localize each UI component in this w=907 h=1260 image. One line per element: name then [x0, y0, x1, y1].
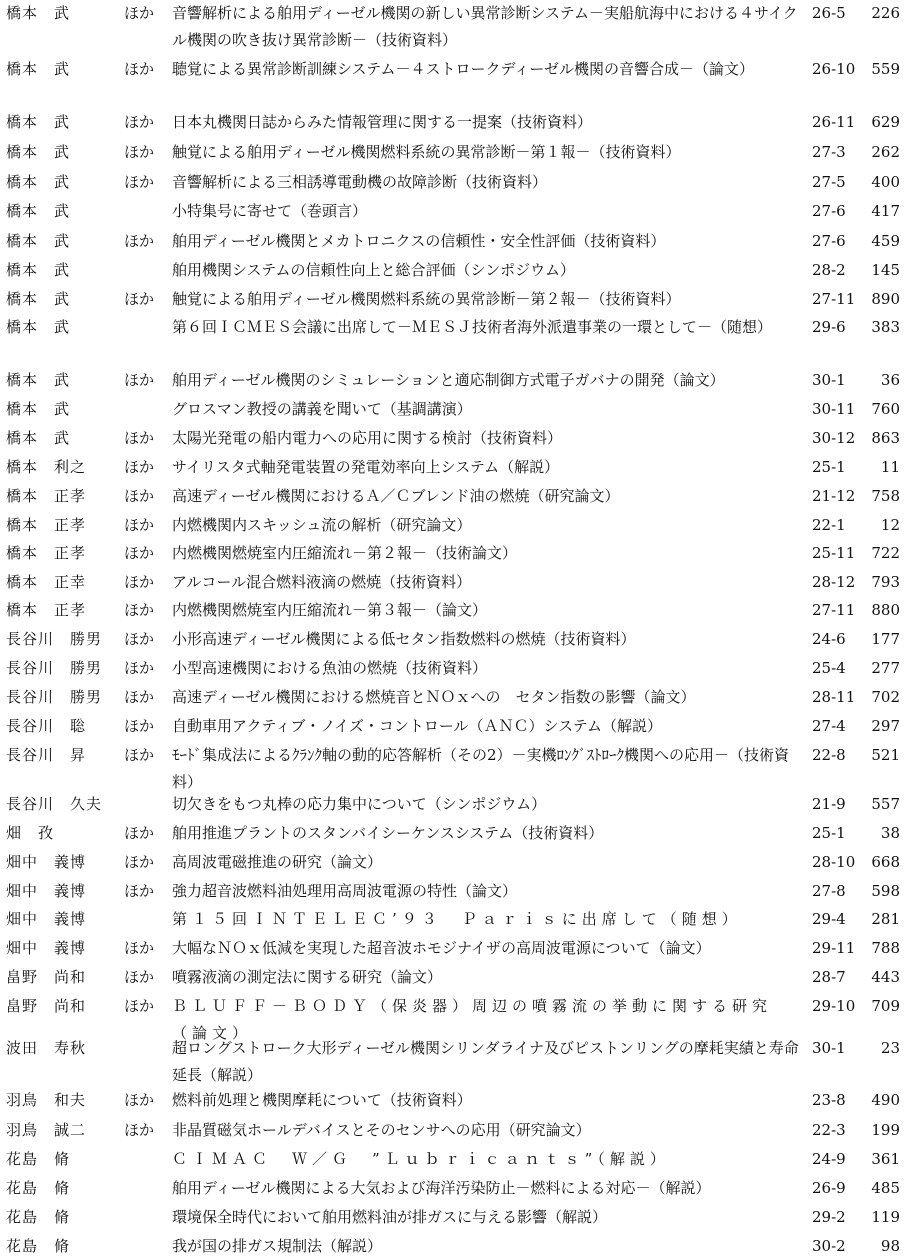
author-name: 畑中 義博 [6, 882, 87, 900]
page-number: 400 [871, 173, 900, 191]
coauthor-marker: ほか [124, 997, 155, 1015]
coauthor-marker: ほか [124, 853, 155, 871]
author-name: 長谷川 勝男 [6, 688, 103, 706]
author-name: 羽鳥 和夫 [6, 1091, 87, 1109]
volume-issue: 27-11 [812, 601, 856, 619]
article-title: ＣＩＭＡＣ Ｗ／Ｇ ”Ｌｕｂｒｉｃａｎｔｓ”（解説） [172, 1150, 670, 1168]
article-title: 大幅なＮＯｘ低減を実現した超音波ホモジナイザの高周波電源について（論文） [172, 939, 711, 957]
coauthor-marker: ほか [124, 143, 155, 161]
page-number: 788 [871, 939, 900, 957]
coauthor-marker: ほか [124, 544, 155, 562]
coauthor-marker: ほか [124, 968, 155, 986]
coauthor-marker: ほか [124, 1091, 155, 1109]
article-title: 舶用ディーゼル機関による大気および海洋汚染防止－燃料による対応－（解説） [172, 1179, 711, 1197]
article-title: 内燃機関内スキッシュ流の解析（研究論文） [172, 516, 472, 534]
volume-issue: 29-2 [812, 1208, 846, 1226]
article-title: 音響解析による舶用ディーゼル機関の新しい異常診断システム－実船航海中における４サイクル機関の吹き抜け異常診断－（技術資料） [172, 4, 798, 49]
article-title: 小特集号に寄せて（巻頭言） [172, 202, 368, 220]
coauthor-marker: ほか [124, 232, 155, 250]
author-name: 橋本 武 [6, 232, 71, 250]
volume-issue: 28-12 [812, 573, 856, 591]
article-title: 聴覚による異常診断訓練システム－４ストロークディーゼル機関の音響合成－（論文） [172, 60, 755, 78]
article-title: 高周波電磁推進の研究（論文） [172, 853, 383, 871]
page-number: 38 [880, 824, 900, 842]
author-name: 橋本 武 [6, 60, 71, 78]
volume-issue: 28-2 [812, 261, 846, 279]
article-title: アルコール混合燃料液滴の燃焼（技術資料） [172, 573, 472, 591]
page-number: 177 [871, 630, 900, 648]
coauthor-marker: ほか [124, 939, 155, 957]
page-number: 297 [871, 717, 900, 735]
page-number: 12 [880, 516, 900, 534]
coauthor-marker: ほか [124, 573, 155, 591]
page-number: 668 [871, 853, 900, 871]
volume-issue: 26-11 [812, 113, 856, 131]
author-name: 畑 孜 [6, 824, 55, 842]
volume-issue: 29-6 [812, 318, 846, 336]
page-number: 793 [871, 573, 900, 591]
author-name: 橋本 武 [6, 202, 71, 220]
page-number: 281 [871, 910, 900, 928]
article-title: 切欠きをもつ丸棒の応力集中について（シンポジウム） [172, 795, 547, 813]
coauthor-marker: ほか [124, 688, 155, 706]
page-number: 417 [871, 202, 900, 220]
author-name: 橋本 武 [6, 318, 71, 336]
coauthor-marker: ほか [124, 487, 155, 505]
page-number: 226 [871, 4, 900, 22]
article-title: 舶用ディーゼル機関とメカトロニクスの信頼性・安全性評価（技術資料） [172, 232, 666, 250]
coauthor-marker: ほか [124, 4, 155, 22]
article-title: ﾓｰﾄﾞ集成法によるｸﾗﾝｸ軸の動的応答解析（その2）－実機ﾛﾝｸﾞｽﾄﾛｰｸ機関への応用－（技術資料） [172, 746, 790, 791]
volume-issue: 29-11 [812, 939, 856, 957]
page-number: 880 [871, 601, 900, 619]
page-number: 443 [871, 968, 900, 986]
page-number: 485 [871, 1179, 900, 1197]
volume-issue: 28-11 [812, 688, 856, 706]
coauthor-marker: ほか [124, 516, 155, 534]
page-number: 709 [871, 997, 900, 1015]
author-name: 長谷川 昇 [6, 746, 87, 764]
author-name: 橋本 武 [6, 290, 71, 308]
author-name: 橋本 正幸 [6, 573, 87, 591]
volume-issue: 27-11 [812, 290, 856, 308]
author-name: 長谷川 久夫 [6, 795, 103, 813]
article-title: 噴霧液滴の測定法に関する研究（論文） [172, 968, 443, 986]
volume-issue: 30-2 [812, 1237, 846, 1255]
volume-issue: 24-6 [812, 630, 846, 648]
volume-issue: 27-8 [812, 882, 846, 900]
author-name: 花島 脩 [6, 1237, 71, 1255]
page-number: 98 [880, 1237, 900, 1255]
page-number: 863 [871, 429, 900, 447]
article-title: 燃料前処理と機関摩耗について（技術資料） [172, 1091, 472, 1109]
volume-issue: 24-9 [812, 1150, 846, 1168]
author-name: 橋本 武 [6, 143, 71, 161]
volume-issue: 30-11 [812, 400, 856, 418]
volume-issue: 30-12 [812, 429, 856, 447]
page-number: 722 [871, 544, 900, 562]
page-number: 702 [871, 688, 900, 706]
volume-issue: 28-10 [812, 853, 856, 871]
coauthor-marker: ほか [124, 429, 155, 447]
coauthor-marker: ほか [124, 1121, 155, 1139]
coauthor-marker: ほか [124, 824, 155, 842]
article-title: 第１５回ＩＮＴＥＬＥＣ’９３ Ｐａｒｉｓに出席して（随想） [172, 910, 742, 928]
author-name: 橋本 武 [6, 261, 71, 279]
article-title: 高速ディーゼル機関における燃焼音とＮＯｘへの セタン指数の影響（論文） [172, 688, 696, 706]
author-name: 長谷川 聡 [6, 717, 87, 735]
volume-issue: 28-7 [812, 968, 846, 986]
page-number: 11 [880, 458, 900, 476]
volume-issue: 21-9 [812, 795, 846, 813]
coauthor-marker: ほか [124, 717, 155, 735]
page-number: 459 [871, 232, 900, 250]
coauthor-marker: ほか [124, 746, 155, 764]
author-name: 橋本 利之 [6, 458, 87, 476]
coauthor-marker: ほか [124, 173, 155, 191]
author-name: 橋本 正孝 [6, 487, 87, 505]
article-title: 触覚による舶用ディーゼル機関燃料系統の異常診断－第２報－（技術資料） [172, 290, 681, 308]
author-name: 長谷川 勝男 [6, 659, 103, 677]
article-title: 舶用機関システムの信頼性向上と総合評価（シンポジウム） [172, 261, 575, 279]
page-number: 277 [871, 659, 900, 677]
author-name: 橋本 武 [6, 113, 71, 131]
coauthor-marker: ほか [124, 882, 155, 900]
article-title: サイリスタ式軸発電装置の発電効率向上システム（解説） [172, 458, 560, 476]
author-name: 花島 脩 [6, 1150, 71, 1168]
volume-issue: 26-10 [812, 60, 856, 78]
coauthor-marker: ほか [124, 659, 155, 677]
article-title: 小型高速機関における魚油の燃焼（技術資料） [172, 659, 488, 677]
page-number: 890 [871, 290, 900, 308]
author-name: 橋本 正孝 [6, 516, 87, 534]
coauthor-marker: ほか [124, 630, 155, 648]
coauthor-marker: ほか [124, 601, 155, 619]
page-number: 383 [871, 318, 900, 336]
page-number: 23 [880, 1039, 900, 1057]
article-title: ＢＬＵＦＦ－ＢＯＤＹ（保炎器）周辺の噴霧流の挙動に関する研究（論文） [172, 997, 773, 1042]
page-number: 629 [871, 113, 900, 131]
volume-issue: 22-3 [812, 1121, 846, 1139]
volume-issue: 23-8 [812, 1091, 846, 1109]
article-title: 触覚による舶用ディーゼル機関燃料系統の異常診断－第１報－（技術資料） [172, 143, 681, 161]
page-number: 758 [871, 487, 900, 505]
volume-issue: 25-4 [812, 659, 846, 677]
volume-issue: 27-6 [812, 232, 846, 250]
coauthor-marker: ほか [124, 458, 155, 476]
coauthor-marker: ほか [124, 113, 155, 131]
author-name: 畑中 義博 [6, 910, 87, 928]
article-title: グロスマン教授の講義を聞いて（基調講演） [172, 400, 472, 418]
volume-issue: 26-9 [812, 1179, 846, 1197]
author-name: 長谷川 勝男 [6, 630, 103, 648]
article-title: 超ロングストローク大形ディーゼル機関シリンダライナ及びピストンリングの摩耗実績と寿命延長（解説） [172, 1039, 799, 1084]
page-number: 760 [871, 400, 900, 418]
author-name: 橋本 武 [6, 429, 71, 447]
page-number: 199 [871, 1121, 900, 1139]
article-title: 舶用推進プラントのスタンバイシーケンスシステム（技術資料） [172, 824, 604, 842]
volume-issue: 27-4 [812, 717, 846, 735]
author-name: 橋本 正孝 [6, 544, 87, 562]
author-name: 畠野 尚和 [6, 968, 87, 986]
article-title: 環境保全時代において舶用燃料油が排ガスに与える影響（解説） [172, 1208, 608, 1226]
volume-issue: 25-11 [812, 544, 856, 562]
author-name: 橋本 武 [6, 173, 71, 191]
article-title: 非晶質磁気ホールデバイスとそのセンサへの応用（研究論文） [172, 1121, 591, 1139]
author-name: 花島 脩 [6, 1208, 71, 1226]
page-number: 145 [871, 261, 900, 279]
volume-issue: 26-5 [812, 4, 846, 22]
volume-issue: 25-1 [812, 458, 846, 476]
article-title: 強力超音波燃料油処理用高周波電源の特性（論文） [172, 882, 518, 900]
article-title: 音響解析による三相誘導電動機の故障診断（技術資料） [172, 173, 548, 191]
article-title: 高速ディーゼル機関におけるＡ／Ｃブレンド油の燃焼（研究論文） [172, 487, 620, 505]
author-name: 波田 寿秋 [6, 1039, 87, 1057]
volume-issue: 29-10 [812, 997, 856, 1015]
article-title: 小形高速ディーゼル機関による低セタン指数燃料の燃焼（技術資料） [172, 630, 636, 648]
volume-issue: 22-8 [812, 746, 846, 764]
page-number: 490 [871, 1091, 900, 1109]
author-name: 橋本 武 [6, 4, 71, 22]
volume-issue: 25-1 [812, 824, 846, 842]
volume-issue: 29-4 [812, 910, 846, 928]
author-name: 畑中 義博 [6, 939, 87, 957]
page-number: 361 [871, 1150, 900, 1168]
volume-issue: 27-3 [812, 143, 846, 161]
volume-issue: 30-1 [812, 1039, 846, 1057]
article-title: 舶用ディーゼル機関のシミュレーションと適応制御方式電子ガバナの開発（論文） [172, 371, 725, 389]
coauthor-marker: ほか [124, 60, 155, 78]
article-title: 日本丸機関日誌からみた情報管理に関する一提案（技術資料） [172, 113, 593, 131]
author-name: 橋本 正孝 [6, 601, 87, 619]
coauthor-marker: ほか [124, 371, 155, 389]
article-title: 第６回ＩＣＭＥＳ会議に出席して－ＭＥＳＪ技術者海外派遣事業の一環として－（随想） [172, 318, 773, 336]
author-name: 橋本 武 [6, 400, 71, 418]
coauthor-marker: ほか [124, 290, 155, 308]
volume-issue: 22-1 [812, 516, 846, 534]
article-title: 内燃機関燃焼室内圧縮流れ－第３報－（論文） [172, 601, 488, 619]
article-title: 内燃機関燃焼室内圧縮流れ－第２報－（技術論文） [172, 544, 518, 562]
page-number: 119 [871, 1208, 900, 1226]
page-number: 559 [871, 60, 900, 78]
author-name: 畠野 尚和 [6, 997, 87, 1015]
author-name: 畑中 義博 [6, 853, 87, 871]
volume-issue: 27-6 [812, 202, 846, 220]
volume-issue: 27-5 [812, 173, 846, 191]
article-title: 太陽光発電の船内電力への応用に関する検討（技術資料） [172, 429, 563, 447]
article-title: 自動車用アクティブ・ノイズ・コントロール（ＡＮＣ）システム（解説） [172, 717, 663, 735]
page-number: 36 [880, 371, 900, 389]
page-number: 557 [871, 795, 900, 813]
author-name: 橋本 武 [6, 371, 71, 389]
page-number: 521 [871, 746, 900, 764]
author-name: 花島 脩 [6, 1179, 71, 1197]
page-number: 262 [871, 143, 900, 161]
volume-issue: 21-12 [812, 487, 856, 505]
volume-issue: 30-1 [812, 371, 846, 389]
page-number: 598 [871, 882, 900, 900]
article-title: 我が国の排ガス規制法（解説） [172, 1237, 383, 1255]
author-name: 羽鳥 誠二 [6, 1121, 87, 1139]
